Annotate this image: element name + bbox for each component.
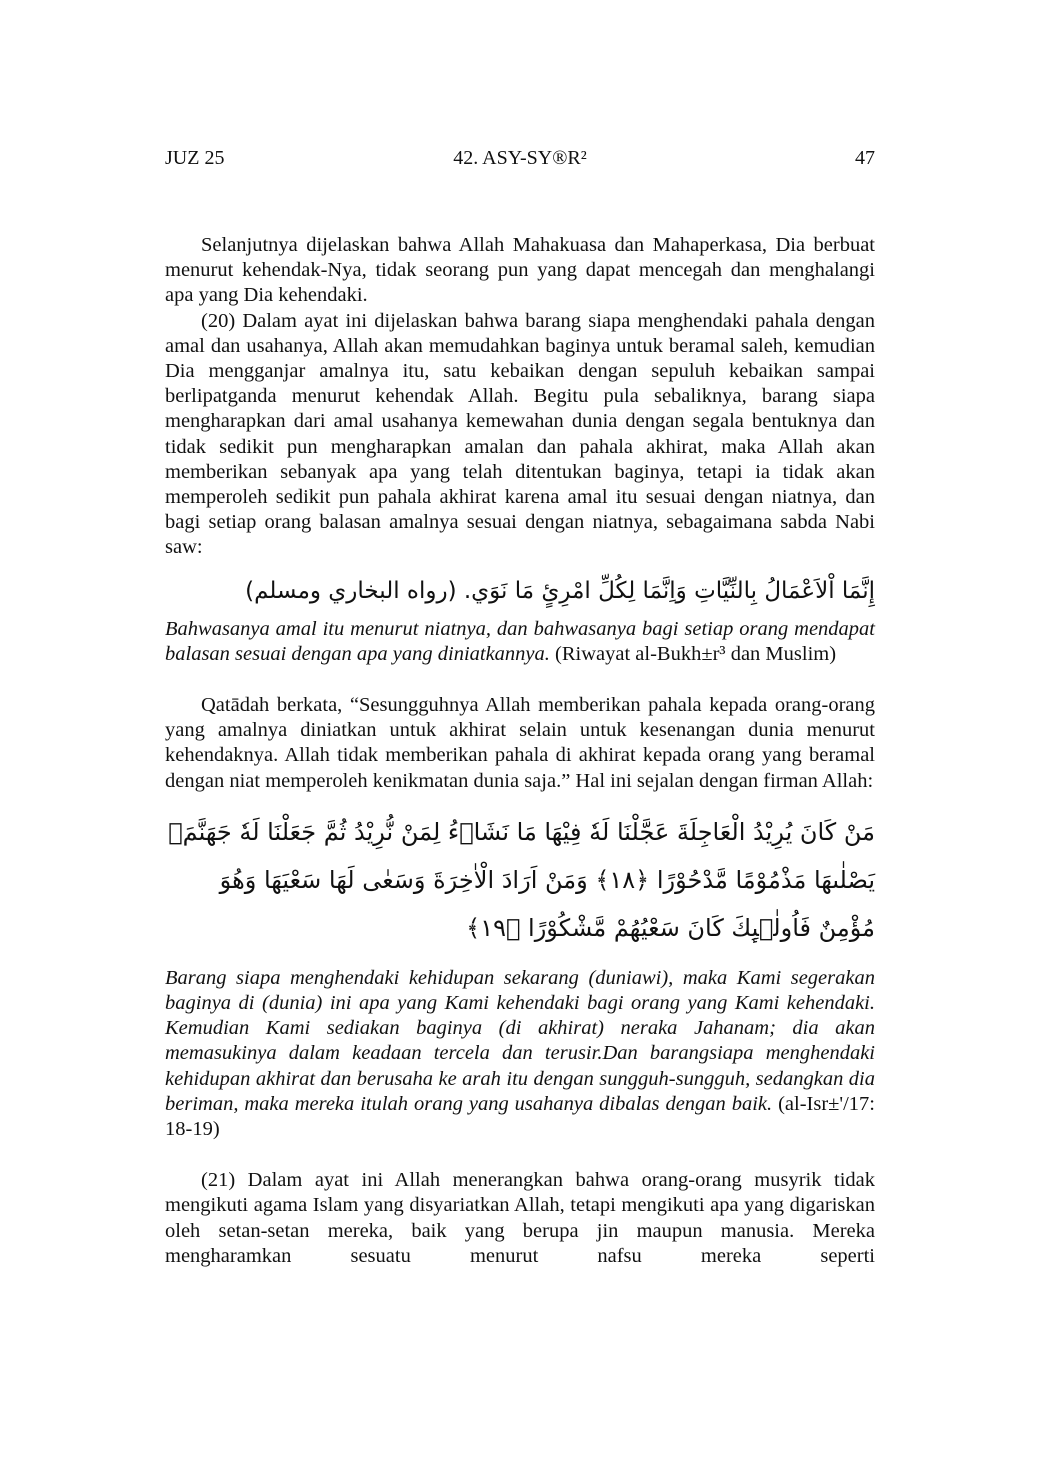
quran-line: مَنْ كَانَ يُرِيْدُ الْعَاجِلَةَ عَجَّلْنَا لَهٗ فِيْهَا مَا نَشَاۤءُ لِمَنْ نُّرِيْدُ ثُمَّ جَعَلْنَا لَهٗ جَهَنَّمَۚ bbox=[168, 817, 875, 846]
hadith-translation-block bbox=[165, 617, 875, 667]
header-surah: 42. ASY-SY®R² bbox=[453, 147, 587, 169]
page-header bbox=[165, 145, 875, 171]
quran-source: (al-Isr±'/17: 18-19) bbox=[165, 1092, 875, 1141]
quran-translation: Barang siapa menghendaki kehidupan sekarang (duniawi), maka Kami segerakan baginya di (dunia) ini apa yang Kami kehendaki bagi orang yang Kami kehendaki. Kemudian Kami sediakan baginya (di akhirat) neraka Jahanam; dia akan memasukinya dalam keadaan tercela dan terusir.Dan barangsiapa menghendaki kehidupan akhirat dan berusaha ke arah itu dengan sungguh-sungguh, sedangkan dia beriman, maka mereka itulah orang yang usahanya dibalas dengan baik. bbox=[165, 966, 875, 1115]
body-section-2 bbox=[165, 693, 875, 794]
quran-line: يَصْلٰىهَا مَذْمُوْمًا مَّدْحُوْرًا ﴿١٨﴾ وَمَنْ اَرَادَ الْاٰخِرَةَ وَسَعٰى لَهَا سَعْيَهَا وَهُوَ bbox=[219, 865, 875, 894]
header-page-number: 47 bbox=[855, 147, 876, 169]
header-juz: JUZ 25 bbox=[165, 147, 225, 169]
paragraph-verse-20: (20) Dalam ayat ini dijelaskan bahwa barang siapa menghendaki pahala dengan amal dan usahanya, Allah akan memudahkan baginya untuk beramal saleh, kemudian Dia mengganjar amalnya itu, satu kebaikan dengan sepuluh kebaikan sampai berlipatganda menurut kehendak Allah. Begitu pula sebaliknya, barang siapa mengharapkan dari amal usahanya kemewahan dunia dengan segala bentuknya dan tidak sedikit pun mengharapkan amalan dan pahala akhirat, maka Allah akan memberikan sebanyak apa yang telah ditentukan baginya, tetapi ia tidak akan memperoleh sedikit pun pahala akhirat karena amal itu sesuai dengan niatnya, dan bagi setiap orang balasan amalnya sesuai dengan niatnya, sebagaimana sabda Nabi saw: bbox=[165, 309, 875, 559]
body-section-3 bbox=[165, 1168, 875, 1269]
paragraph: Selanjutnya dijelaskan bahwa Allah Mahakuasa dan Mahaperkasa, Dia berbuat menurut kehendak-Nya, tidak seorang pun yang dapat mencegah dan menghalangi apa yang Dia kehendaki. bbox=[165, 234, 875, 307]
hadith-source: (Riwayat al-Bukh±r³ dan Muslim) bbox=[549, 642, 837, 665]
quran-translation-block bbox=[165, 966, 875, 1142]
quran-verse-block bbox=[165, 808, 875, 952]
paragraph-qatadah: Qatādah berkata, “Sesungguhnya Allah memberikan pahala kepada orang-orang yang amalnya diniatkan untuk akhirat selain untuk kesenangan dunia menurut kehendaknya. Allah tidak memberikan pahala di akhirat kepada orang yang beramal dengan niat memperoleh kenikmatan dunia saja.” Hal ini sejalan dengan firman Allah: bbox=[165, 694, 875, 792]
paragraph-verse-21: (21) Dalam ayat ini Allah menerangkan bahwa orang-orang musyrik tidak mengikuti agama Islam yang disyariatkan Allah, tetapi mengikuti apa yang digariskan oleh setan-setan mereka, baik yang berupa jin maupun manusia. Mereka mengharamkan sesuatu menurut nafsu mereka seperti bbox=[165, 1169, 875, 1267]
hadith-arabic: إِنَّمَا اْلاَعْمَالُ بِالنِّيَّاتِ وَاِنَّمَا لِكُلِّ امْرِئٍ مَا نَوَي. (رواه البخاري ومسلم) bbox=[245, 577, 875, 604]
quran-line: مُؤْمِنٌ فَاُولٰۤىِٕكَ كَانَ سَعْيُهُمْ مَّشْكُوْرًا ﴿١٩﴾ bbox=[466, 913, 875, 942]
hadith-translation: Bahwasanya amal itu menurut niatnya, dan bahwasanya bagi setiap orang mendapat balasan sesuai dengan apa yang diniatkannya. bbox=[165, 617, 875, 665]
body-section-1 bbox=[165, 233, 875, 561]
